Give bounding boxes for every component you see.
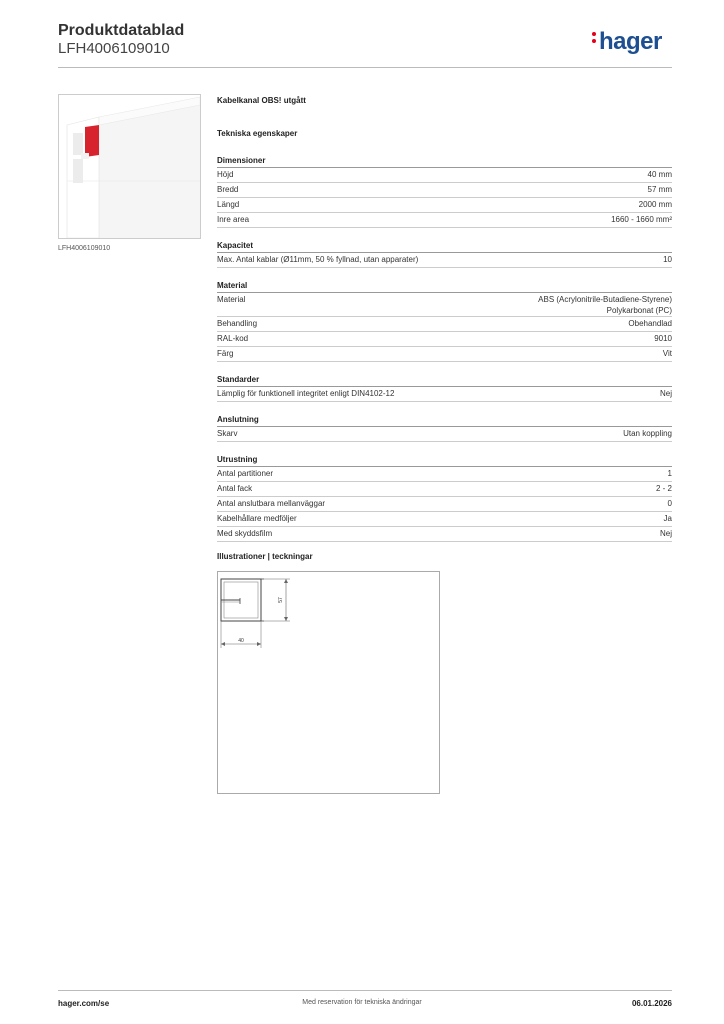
header-divider [58,67,672,68]
section-heading-equipment: Utrustning [217,455,672,467]
spec-label: Bredd [217,185,239,194]
product-image [58,94,201,239]
spec-label: Antal fack [217,484,253,493]
section-heading-material: Material [217,281,672,293]
spec-row [217,183,672,198]
spec-content [217,96,672,542]
section-heading-capacity: Kapacitet [217,241,672,253]
spec-label: Färg [217,349,234,358]
spec-row [217,198,672,213]
spec-row [217,512,672,527]
spec-row [217,347,672,362]
spec-value: 1660 - 1660 mm² [611,215,672,224]
spec-value: Vit [662,349,672,358]
spec-row [217,527,672,542]
spec-value: 40 mm [647,170,672,179]
spec-label: Kabelhållare medföljer [217,514,297,523]
spec-value: Utan koppling [623,429,672,438]
spec-value: Obehandlad [628,319,672,328]
spec-value: 2 - 2 [655,484,672,493]
footer-website-link[interactable]: hager.com/se [58,999,110,1008]
spec-row [217,482,672,497]
spec-value-line: ABS (Acrylonitrile-Butadiene-Styrene) [538,295,672,304]
spec-row [217,253,672,268]
technical-drawing [217,571,440,794]
spec-label: Inre area [217,215,250,224]
logo-dots-icon [592,29,597,46]
footer-divider [58,990,672,991]
spec-value: Nej [659,529,672,538]
product-title: Kabelkanal OBS! utgått [217,96,306,105]
spec-label: Lämplig för funktionell integritet enligt DIN4102-12 [217,389,395,398]
spec-row [217,293,672,317]
spec-row [217,467,672,482]
spec-label: Skarv [217,429,238,438]
spec-value: 0 [667,499,672,508]
technical-heading: Tekniska egenskaper [217,129,298,138]
logo-text: hager [599,28,662,55]
spec-label: RAL-kod [217,334,249,343]
section-heading-standards: Standarder [217,375,672,387]
spec-value: Ja [663,514,672,523]
page-title: Produktdatablad [58,22,185,39]
spec-label: Behandling [217,319,258,328]
spec-row [217,387,672,402]
spec-value: 1 [667,469,672,478]
spec-row [217,497,672,512]
spec-row [217,427,672,442]
spec-value: 2000 mm [638,200,672,209]
spec-label: Max. Antal kablar (Ø11mm, 50 % fyllnad, utan apparater) [217,255,419,264]
spec-label: Material [217,295,246,304]
spec-row [217,213,672,228]
product-code: LFH4006109010 [58,40,170,57]
spec-label: Längd [217,200,240,209]
spec-row [217,168,672,183]
spec-label: Antal anslutbara mellanväggar [217,499,326,508]
height-dimension-label: 57 [278,597,284,603]
width-dimension-label: 40 [238,638,244,644]
spec-value: 9010 [654,334,672,343]
spec-row [217,317,672,332]
hager-logo[interactable] [592,28,662,56]
image-caption: LFH4006109010 [58,245,111,252]
spec-value [538,293,672,316]
spec-value-line: Polykarbonat (PC) [606,306,672,315]
footer-note: Med reservation för tekniska ändringar [302,999,422,1006]
footer-date: 06.01.2026 [631,999,672,1008]
spec-row [217,332,672,347]
spec-value: Nej [659,389,672,398]
section-heading-dimensions: Dimensioner [217,156,672,168]
illustrations-heading: Illustrationer | teckningar [217,552,313,561]
spec-value: 10 [663,255,672,264]
spec-label: Antal partitioner [217,469,274,478]
spec-label: Med skyddsfilm [217,529,273,538]
section-heading-connection: Anslutning [217,415,672,427]
spec-label: Höjd [217,170,234,179]
spec-value: 57 mm [647,185,672,194]
